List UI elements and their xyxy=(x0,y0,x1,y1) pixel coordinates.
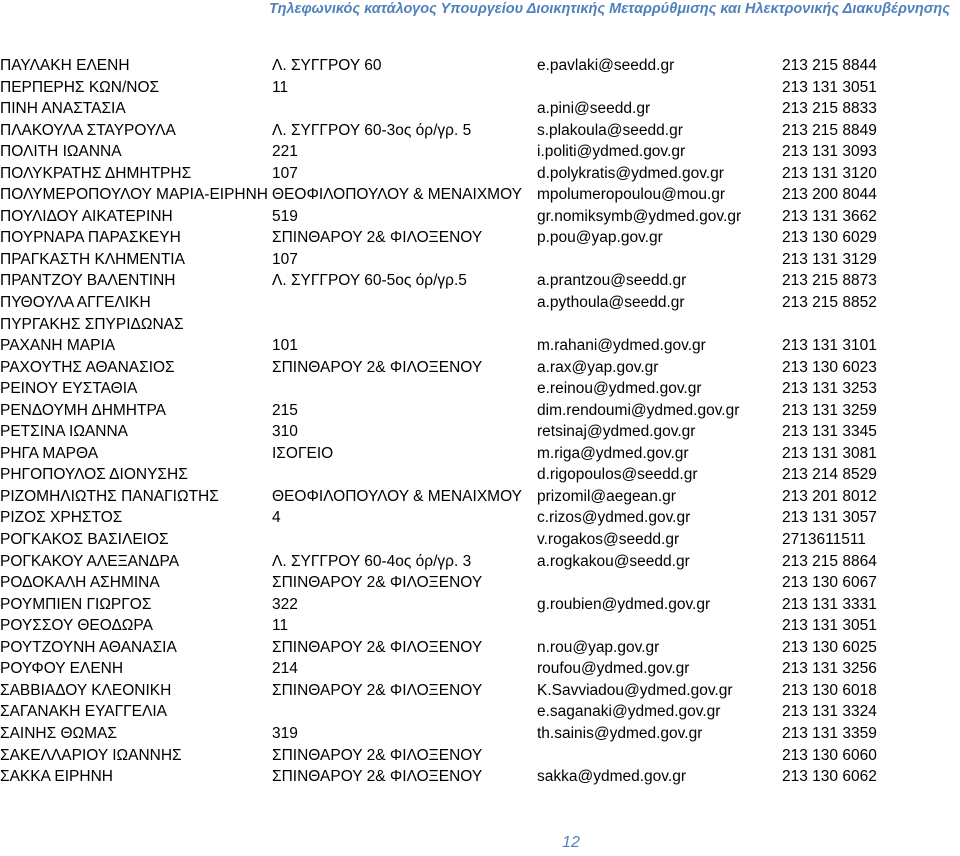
table-row xyxy=(0,443,960,465)
entry-address: ΘΕΟΦΙΛΟΠΟΥΛΟΥ & ΜΕΝΑΙΧΜΟΥ xyxy=(272,487,522,505)
entry-email: p.pou@yap.gov.gr xyxy=(537,229,663,247)
entry-phone: 213 130 6029 xyxy=(782,229,877,247)
entry-phone: 213 131 3345 xyxy=(782,423,877,441)
table-row xyxy=(0,464,960,486)
entry-name: ΡΗΓΟΠΟΥΛΟΣ ΔΙΟΝΥΣΗΣ xyxy=(0,466,188,484)
entry-name: ΣΑΚΚΑ ΕΙΡΗΝΗ xyxy=(0,768,113,786)
entry-address: ΣΠΙΝΘΑΡΟΥ 2& ΦΙΛΟΞΕΝΟΥ xyxy=(272,229,483,247)
table-row xyxy=(0,680,960,702)
entry-name: ΠΛΑΚΟΥΛΑ ΣΤΑΥΡΟΥΛΑ xyxy=(0,121,176,139)
entry-email: m.riga@ydmed.gov.gr xyxy=(537,444,689,462)
table-row xyxy=(0,701,960,723)
entry-phone: 213 131 3057 xyxy=(782,509,877,527)
entry-name: ΡΟΓΚΑΚΟΥ ΑΛΕΞΑΝΔΡΑ xyxy=(0,552,180,570)
entry-phone: 213 131 3359 xyxy=(782,724,877,742)
entry-name: ΡΕΙΝΟΥ ΕΥΣΤΑΘΙΑ xyxy=(0,380,138,398)
entry-phone: 213 215 8864 xyxy=(782,552,877,570)
entry-name: ΡΟΥΦΟΥ ΕΛΕΝΗ xyxy=(0,660,124,678)
entry-phone: 213 131 3051 xyxy=(782,78,877,96)
entry-address: ΣΠΙΝΘΑΡΟΥ 2& ΦΙΛΟΞΕΝΟΥ xyxy=(272,768,483,786)
entry-name: ΠΕΡΠΕΡΗΣ ΚΩΝ/ΝΟΣ xyxy=(0,78,160,96)
table-row xyxy=(0,637,960,659)
entry-address: 310 xyxy=(272,423,298,441)
entry-address: ΘΕΟΦΙΛΟΠΟΥΛΟΥ & ΜΕΝΑΙΧΜΟΥ xyxy=(272,186,522,204)
table-row xyxy=(0,551,960,573)
table-row xyxy=(0,227,960,249)
table-row xyxy=(0,658,960,680)
entry-phone: 213 130 6023 xyxy=(782,358,877,376)
entry-name: ΣΑΓΑΝΑΚΗ ΕΥΑΓΓΕΛΙΑ xyxy=(0,703,168,721)
entry-email: dim.rendoumi@ydmed.gov.gr xyxy=(537,401,740,419)
entry-phone: 213 131 3662 xyxy=(782,207,877,225)
entry-name: ΡΗΓΑ ΜΑΡΘΑ xyxy=(0,444,99,462)
table-row xyxy=(0,335,960,357)
table-row xyxy=(0,141,960,163)
table-row xyxy=(0,745,960,767)
entry-address: 215 xyxy=(272,401,298,419)
entry-email: e.reinou@ydmed.gov.gr xyxy=(537,380,702,398)
entry-name: ΡΟΔΟΚΑΛΗ ΑΣΗΜΙΝΑ xyxy=(0,574,160,592)
table-row xyxy=(0,357,960,379)
entry-email: d.polykratis@ydmed.gov.gr xyxy=(537,164,724,182)
entry-address: 221 xyxy=(272,143,298,161)
entry-address: 107 xyxy=(272,164,298,182)
entry-name: ΡΑΧΟΥΤΗΣ ΑΘΑΝΑΣΙΟΣ xyxy=(0,358,175,376)
entry-address: 322 xyxy=(272,595,298,613)
table-row xyxy=(0,486,960,508)
entry-phone: 213 215 8833 xyxy=(782,100,877,118)
entry-email: a.pini@seedd.gr xyxy=(537,100,651,118)
entry-email: mpolumeropoulou@mou.gr xyxy=(537,186,726,204)
entry-phone: 213 214 8529 xyxy=(782,466,877,484)
entry-email: v.rogakos@seedd.gr xyxy=(537,531,680,549)
entry-phone: 213 131 3259 xyxy=(782,401,877,419)
entry-email: sakka@ydmed.gov.gr xyxy=(537,768,686,786)
table-row xyxy=(0,249,960,271)
entry-phone: 213 131 3256 xyxy=(782,660,877,678)
entry-name: ΡΟΥΣΣΟΥ ΘΕΟΔΩΡΑ xyxy=(0,617,153,635)
entry-email: th.sainis@ydmed.gov.gr xyxy=(537,724,703,742)
entry-address: Λ. ΣΥΓΓΡΟΥ 60-4ος όρ/γρ. 3 xyxy=(272,552,472,570)
table-row xyxy=(0,184,960,206)
entry-phone: 213 131 3081 xyxy=(782,444,877,462)
entry-email: prizomil@aegean.gr xyxy=(537,487,676,505)
entry-phone: 213 131 3324 xyxy=(782,703,877,721)
entry-address: 519 xyxy=(272,207,298,225)
entry-email: K.Savviadou@ydmed.gov.gr xyxy=(537,681,733,699)
entry-name: ΠΑΥΛΑΚΗ ΕΛΕΝΗ xyxy=(0,57,130,74)
entry-name: ΠΙΝΗ ΑΝΑΣΤΑΣΙΑ xyxy=(0,100,126,118)
entry-phone: 213 130 6018 xyxy=(782,681,877,699)
entry-name: ΡΙΖΟΜΗΛΙΩΤΗΣ ΠΑΝΑΓΙΩΤΗΣ xyxy=(0,487,219,505)
entry-name: ΣΑΚΕΛΛΑΡΙΟΥ ΙΩΑΝΝΗΣ xyxy=(0,746,182,764)
entry-address: 214 xyxy=(272,660,298,678)
entry-address: ΣΠΙΝΘΑΡΟΥ 2& ΦΙΛΟΞΕΝΟΥ xyxy=(272,574,483,592)
entry-email: e.saganaki@ydmed.gov.gr xyxy=(537,703,721,721)
entry-phone: 213 131 3093 xyxy=(782,143,877,161)
entry-address: ΣΠΙΝΘΑΡΟΥ 2& ΦΙΛΟΞΕΝΟΥ xyxy=(272,358,483,376)
entry-address: ΣΠΙΝΘΑΡΟΥ 2& ΦΙΛΟΞΕΝΟΥ xyxy=(272,746,483,764)
entry-name: ΠΥΡΓΑΚΗΣ ΣΠΥΡΙΔΩΝΑΣ xyxy=(0,315,184,333)
entry-phone: 213 130 6060 xyxy=(782,746,877,764)
table-row xyxy=(0,766,960,788)
entry-address: Λ. ΣΥΓΓΡΟΥ 60-3ος όρ/γρ. 5 xyxy=(272,121,472,139)
entry-name: ΡΟΓΚΑΚΟΣ ΒΑΣΙΛΕΙΟΣ xyxy=(0,531,169,549)
entry-name: ΡΕΤΣΙΝΑ ΙΩΑΝΝΑ xyxy=(0,423,128,441)
table-row xyxy=(0,55,960,77)
entry-email: e.pavlaki@seedd.gr xyxy=(537,57,675,74)
entry-email: s.plakoula@seedd.gr xyxy=(537,121,683,139)
entry-address: 4 xyxy=(272,509,281,527)
entry-email: retsinaj@ydmed.gov.gr xyxy=(537,423,696,441)
table-row xyxy=(0,206,960,228)
entry-email: c.rizos@ydmed.gov.gr xyxy=(537,509,691,527)
entry-email: g.roubien@ydmed.gov.gr xyxy=(537,595,711,613)
directory-table xyxy=(0,55,960,788)
entry-phone: 213 215 8849 xyxy=(782,121,877,139)
entry-address: 319 xyxy=(272,724,298,742)
entry-name: ΠΡΑΓΚΑΣΤΗ ΚΛΗΜΕΝΤΙΑ xyxy=(0,250,185,268)
entry-address: ΣΠΙΝΘΑΡΟΥ 2& ΦΙΛΟΞΕΝΟΥ xyxy=(272,681,483,699)
entry-address: ΣΠΙΝΘΑΡΟΥ 2& ΦΙΛΟΞΕΝΟΥ xyxy=(272,638,483,656)
entry-email: a.rogkakou@seedd.gr xyxy=(537,552,690,570)
table-row xyxy=(0,529,960,551)
entry-name: ΣΑΒΒΙΑΔΟΥ ΚΛΕΟΝΙΚΗ xyxy=(0,681,172,699)
entry-email: d.rigopoulos@seedd.gr xyxy=(537,466,698,484)
entry-name: ΠΟΛΥΜΕΡΟΠΟΥΛΟΥ ΜΑΡΙΑ-ΕΙΡΗΝΗ xyxy=(0,186,268,204)
entry-phone: 213 131 3129 xyxy=(782,250,877,268)
entry-name: ΠΡΑΝΤΖΟΥ ΒΑΛΕΝΤΙΝΗ xyxy=(0,272,176,290)
table-row xyxy=(0,594,960,616)
table-row xyxy=(0,314,960,336)
entry-phone: 213 130 6062 xyxy=(782,768,877,786)
entry-address: 101 xyxy=(272,337,298,355)
entry-phone: 2713611511 xyxy=(782,531,866,549)
entry-phone: 213 200 8044 xyxy=(782,186,877,204)
table-row xyxy=(0,163,960,185)
page-header: Τηλεφωνικός κατάλογος Υπουργείου Διοικητικής Μεταρρύθμισης και Ηλεκτρονικής Διακυβέρνησης xyxy=(269,1,950,17)
entry-name: ΠΟΥΡΝΑΡΑ ΠΑΡΑΣΚΕΥΗ xyxy=(0,229,181,247)
table-row xyxy=(0,270,960,292)
entry-phone: 213 131 3051 xyxy=(782,617,877,635)
entry-email: a.pythoula@seedd.gr xyxy=(537,294,685,312)
entry-address: 11 xyxy=(272,78,289,96)
entry-phone: 213 130 6067 xyxy=(782,574,877,592)
table-row xyxy=(0,120,960,142)
entry-address: 11 xyxy=(272,617,289,635)
page-number: 12 xyxy=(562,834,580,851)
entry-phone: 213 131 3101 xyxy=(782,337,877,355)
table-row xyxy=(0,400,960,422)
entry-name: ΡΟΥΤΖΟΥΝΗ ΑΘΑΝΑΣΙΑ xyxy=(0,638,177,656)
entry-name: ΡΟΥΜΠΙΕΝ ΓΙΩΡΓΟΣ xyxy=(0,595,152,613)
entry-address: Λ. ΣΥΓΓΡΟΥ 60 xyxy=(272,57,382,74)
table-row xyxy=(0,615,960,637)
entry-phone: 213 215 8873 xyxy=(782,272,877,290)
table-row xyxy=(0,77,960,99)
entry-phone: 213 215 8844 xyxy=(782,57,877,74)
table-row xyxy=(0,507,960,529)
table-row xyxy=(0,292,960,314)
entry-name: ΡΙΖΟΣ ΧΡΗΣΤΟΣ xyxy=(0,509,123,527)
entry-email: n.rou@yap.gov.gr xyxy=(537,638,660,656)
entry-email: roufou@ydmed.gov.gr xyxy=(537,660,690,678)
entry-name: ΣΑΙΝΗΣ ΘΩΜΑΣ xyxy=(0,724,117,742)
entry-email: a.rax@yap.gov.gr xyxy=(537,358,659,376)
entry-phone: 213 131 3253 xyxy=(782,380,877,398)
entry-address: Λ. ΣΥΓΓΡΟΥ 60-5ος όρ/γρ.5 xyxy=(272,272,467,290)
table-row xyxy=(0,572,960,594)
entry-name: ΡΕΝΔΟΥΜΗ ΔΗΜΗΤΡΑ xyxy=(0,401,166,419)
table-row xyxy=(0,98,960,120)
entry-name: ΠΟΥΛΙΔΟΥ ΑΙΚΑΤΕΡΙΝΗ xyxy=(0,207,173,225)
entry-email: a.prantzou@seedd.gr xyxy=(537,272,687,290)
entry-phone: 213 131 3331 xyxy=(782,595,877,613)
entry-name: ΡΑΧΑΝΗ ΜΑΡΙΑ xyxy=(0,337,116,355)
entry-phone: 213 215 8852 xyxy=(782,294,877,312)
table-row xyxy=(0,723,960,745)
entry-email: i.politi@ydmed.gov.gr xyxy=(537,143,686,161)
entry-phone: 213 131 3120 xyxy=(782,164,877,182)
entry-address: 107 xyxy=(272,250,298,268)
entry-name: ΠΟΛΥΚΡΑΤΗΣ ΔΗΜΗΤΡΗΣ xyxy=(0,164,192,182)
entry-phone: 213 201 8012 xyxy=(782,487,877,505)
table-row xyxy=(0,378,960,400)
table-row xyxy=(0,421,960,443)
entry-phone: 213 130 6025 xyxy=(782,638,877,656)
entry-address: ΙΣΟΓΕΙΟ xyxy=(272,444,334,462)
entry-email: gr.nomiksymb@ydmed.gov.gr xyxy=(537,207,742,225)
entry-name: ΠΥΘΟΥΛΑ ΑΓΓΕΛΙΚΗ xyxy=(0,294,151,312)
entry-email: m.rahani@ydmed.gov.gr xyxy=(537,337,706,355)
entry-name: ΠΟΛΙΤΗ ΙΩΑΝΝΑ xyxy=(0,143,122,161)
